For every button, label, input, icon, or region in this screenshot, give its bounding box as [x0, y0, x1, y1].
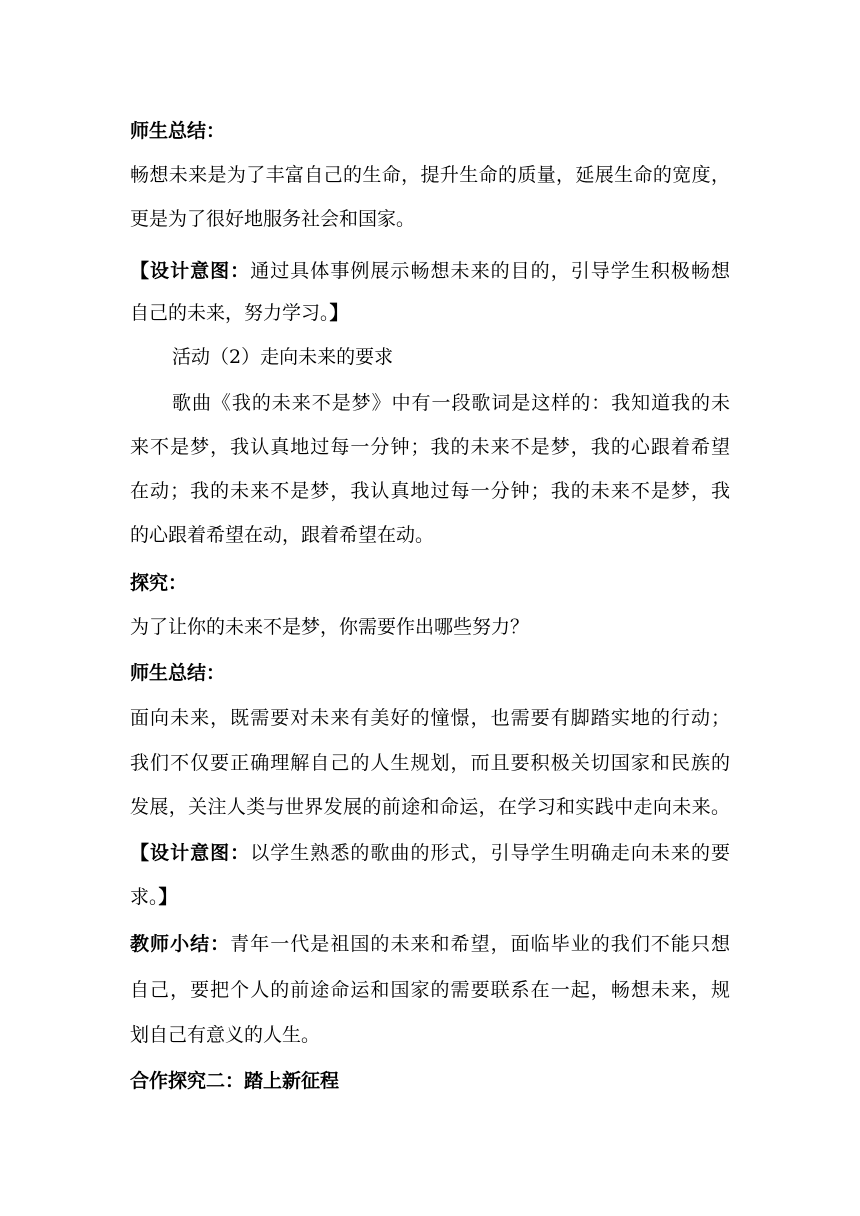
lyrics-line: 的心跟着希望在动，跟着希望在动。	[130, 524, 435, 546]
design-intent-close: 】	[329, 302, 349, 324]
paragraph-line: 划自己有意义的人生。	[130, 1024, 321, 1046]
design-intent-close: 】	[158, 886, 178, 908]
lyrics-line: 在动；我的未来不是梦，我认真地过每一分钟；我的未来不是梦，我	[130, 480, 730, 502]
heading-teacher-student-summary: 师生总结：	[130, 120, 226, 142]
paragraph-line: 我们不仅要正确理解自己的人生规划，而且要积极关切国家和民族的	[130, 752, 730, 774]
design-intent-text: 以学生熟悉的歌曲的形式，引导学生明确走向未来的要	[250, 842, 730, 864]
section-heading: 合作探究二：踏上新征程	[130, 1070, 340, 1092]
lyrics-line: 歌曲《我的未来不是梦》中有一段歌词是这样的：我知道我的未	[172, 392, 730, 414]
lyrics-line: 来不是梦，我认真地过每一分钟；我的未来不是梦，我的心跟着希望	[130, 436, 730, 458]
paragraph-line: 更是为了很好地服务社会和国家。	[130, 208, 416, 230]
paragraph-line: 发展，关注人类与世界发展的前途和命运，在学习和实践中走向未来。	[130, 796, 730, 818]
design-intent-line	[130, 838, 730, 865]
heading-teacher-student-summary: 师生总结：	[130, 662, 226, 684]
design-intent-label: 【设计意图：	[130, 260, 251, 282]
paragraph-line: 面向未来，既需要对未来有美好的憧憬，也需要有脚踏实地的行动；	[130, 707, 730, 729]
paragraph-line: 自己，要把个人的前途命运和国家的需要联系在一起，畅想未来，规	[130, 979, 730, 1001]
teacher-summary-text: 青年一代是祖国的未来和希望，面临毕业的我们不能只想	[230, 933, 730, 955]
design-intent-line	[130, 882, 178, 909]
teacher-summary-line	[130, 929, 730, 956]
design-intent-text: 求。	[130, 886, 159, 908]
heading-explore: 探究：	[130, 572, 188, 594]
activity-title: 活动（2）走向未来的要求	[172, 346, 394, 368]
design-intent-line	[130, 298, 349, 325]
paragraph-line: 畅想未来是为了丰富自己的生命，提升生命的质量，延展生命的宽度，	[130, 164, 730, 186]
design-intent-text: 通过具体事例展示畅想未来的目的，引导学生积极畅想	[250, 260, 730, 282]
teacher-summary-label: 教师小结：	[130, 933, 231, 955]
question-line: 为了让你的未来不是梦，你需要作出哪些努力？	[130, 616, 530, 638]
design-intent-line	[130, 256, 730, 283]
design-intent-label: 【设计意图：	[130, 842, 251, 864]
design-intent-text: 自己的未来，努力学习。	[130, 302, 330, 324]
